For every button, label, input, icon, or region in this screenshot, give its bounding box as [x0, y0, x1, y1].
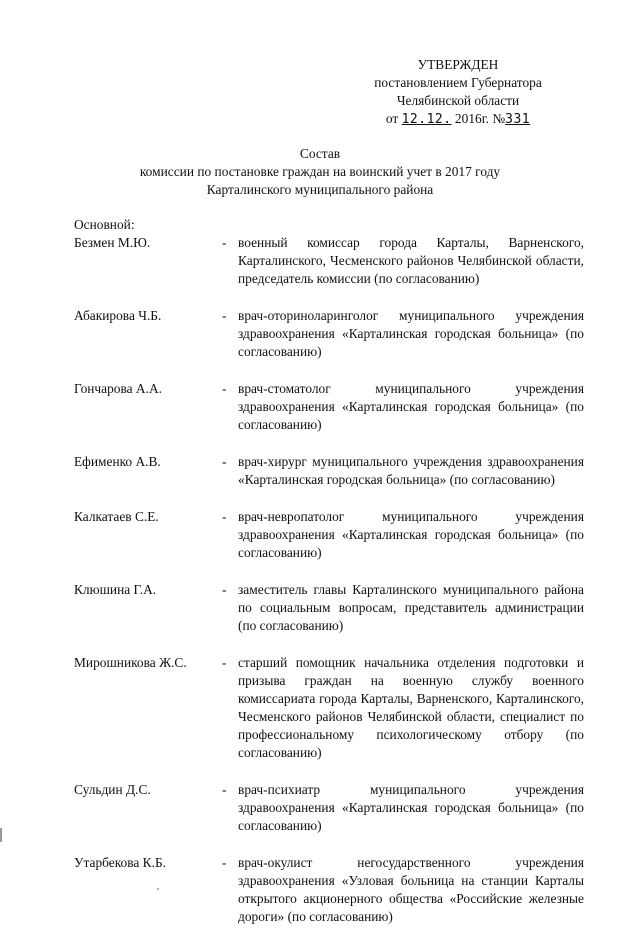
date-suffix: 2016г. №	[454, 111, 506, 126]
member-row	[74, 654, 586, 762]
member-name: Абакирова Ч.Б.	[74, 308, 162, 323]
handwritten-number: 331	[505, 112, 531, 127]
member-name: Мирошникова Ж.С.	[74, 655, 187, 670]
member-name: Ефименко А.В.	[74, 454, 161, 469]
approval-block	[358, 56, 558, 129]
member-role: врач-психиатр муниципального учреждения здравоохранения «Карталинская городская больница» (по согласованию)	[238, 782, 584, 833]
member-row	[74, 234, 586, 288]
heading-line-1: Состав	[299, 146, 341, 161]
member-row	[74, 307, 586, 361]
section-label: Основной:	[74, 217, 135, 232]
heading-line-2: комиссии по постановке граждан на воинский учет в 2017 году	[139, 164, 501, 179]
member-role: врач-стоматолог муниципального учреждения здравоохранения «Карталинская городская больница» (по согласованию)	[238, 381, 584, 432]
member-role: врач-невропатолог муниципального учреждения здравоохранения «Карталинская городская больница» (по согласованию)	[238, 509, 584, 560]
member-name: Клюшина Г.А.	[74, 582, 157, 597]
handwritten-date: 12.12.	[401, 112, 452, 127]
member-name: Утарбекова К.Б.	[74, 855, 166, 870]
approval-line-1: постановлением Губернатора	[374, 75, 542, 90]
document-heading	[0, 145, 640, 199]
member-role: заместитель главы Карталинского муниципального района по социальным вопросам, представитель администрации (по согласованию)	[238, 582, 584, 633]
margin-mark	[0, 828, 2, 842]
member-row	[74, 380, 586, 434]
member-dash: -	[222, 782, 227, 797]
member-row	[74, 453, 586, 489]
approval-date-row	[358, 110, 558, 129]
member-name: Сульдин Д.С.	[74, 782, 151, 797]
member-name: Калкатаев С.Е.	[74, 509, 159, 524]
scan-speck	[157, 888, 159, 890]
member-role: врач-оториноларинголог муниципального учреждения здравоохранения «Карталинская городская больница» (по согласованию)	[238, 308, 584, 359]
member-dash: -	[222, 308, 227, 323]
member-row	[74, 854, 586, 926]
date-prefix: от	[385, 111, 399, 126]
member-role: врач-окулист негосударственного учреждения здравоохранения «Узловая больница на станции Карталы открытого акционерного общества «Российские железные дороги» (по согласованию)	[238, 855, 584, 924]
member-dash: -	[222, 509, 227, 524]
member-dash: -	[222, 381, 227, 396]
member-dash: -	[222, 454, 227, 469]
member-row	[74, 781, 586, 835]
member-dash: -	[222, 582, 227, 597]
member-dash: -	[222, 855, 227, 870]
member-dash: -	[222, 655, 227, 670]
member-role: врач-хирург муниципального учреждения здравоохранения «Карталинская городская больница» (по согласованию)	[238, 454, 584, 487]
member-name: Безмен М.Ю.	[74, 235, 151, 250]
member-row	[74, 581, 586, 635]
member-row	[74, 508, 586, 562]
approval-line-2: Челябинской области	[396, 93, 520, 108]
member-role: военный комиссар города Карталы, Варненского, Карталинского, Чесменского районов Челябинской области, председатель комиссии (по согласованию)	[238, 235, 584, 286]
member-role: старший помощник начальника отделения подготовки и призыва граждан на военную службу военного комиссариата города Карталы, Варненского, Карталинского, Чесменского районов Челябинской области, специалист по профессиональному психологическому отбору (по согласованию)	[238, 655, 584, 760]
approval-title: УТВЕРЖДЕН	[417, 57, 499, 72]
member-name: Гончарова А.А.	[74, 381, 162, 396]
members-list	[74, 234, 586, 945]
heading-line-3: Карталинского муниципального района	[206, 182, 434, 197]
member-dash: -	[222, 235, 227, 250]
